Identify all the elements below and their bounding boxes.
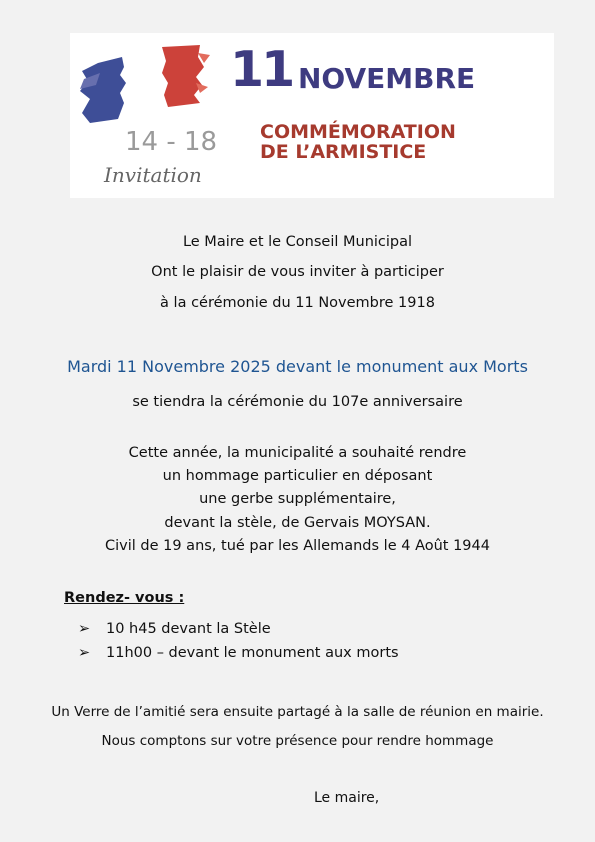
arrow-bullet-icon: ➢ — [78, 621, 91, 637]
rendezvous-heading: Rendez- vous : — [64, 590, 185, 606]
banner-day: 11 — [230, 41, 293, 98]
banner-commemoration — [260, 123, 456, 163]
intro-line-2: Ont le plaisir de vous inviter à participer — [151, 264, 444, 280]
header-banner — [70, 33, 554, 198]
banner-month: NOVEMBRE — [298, 62, 476, 95]
arrow-bullet-icon: ➢ — [78, 645, 91, 661]
intro-line-3: à la cérémonie du 11 Novembre 1918 — [160, 295, 435, 311]
closing-line-1: Un Verre de l’amitié sera ensuite partagé à la salle de réunion en mairie. — [51, 704, 544, 720]
tribute-line-2: un hommage particulier en déposant — [162, 468, 433, 484]
intro-line-1: Le Maire et le Conseil Municipal — [182, 234, 413, 250]
tribute-line-5: Civil de 19 ans, tué par les Allemands le 4 Août 1944 — [104, 538, 490, 554]
list-item — [78, 620, 271, 638]
rendezvous-item-text: 11h00 – devant le monument aux morts — [106, 645, 399, 661]
banner-commemoration-line1: COMMÉMORATION — [260, 121, 456, 143]
banner-invitation: Invitation — [104, 163, 202, 187]
tribute-line-1: Cette année, la municipalité a souhaité rendre — [128, 445, 467, 461]
event-anniversary: se tiendra la cérémonie du 107e anniversaire — [132, 394, 463, 410]
banner-commemoration-line2: DE L’ARMISTICE — [260, 140, 427, 163]
tribute-line-3: une gerbe supplémentaire, — [199, 491, 396, 507]
french-flag-brush-icon — [70, 33, 230, 123]
event-date-location: Mardi 11 Novembre 2025 devant le monument aux Morts — [67, 357, 528, 376]
rendezvous-item-text: 10 h45 devant la Stèle — [106, 621, 271, 637]
list-item — [78, 644, 399, 662]
banner-years: 14 - 18 — [125, 127, 218, 157]
signature: Le maire, — [314, 790, 380, 806]
closing-line-2: Nous comptons sur votre présence pour rendre hommage — [101, 733, 494, 749]
tribute-line-4: devant la stèle, de Gervais MOYSAN. — [164, 515, 431, 531]
